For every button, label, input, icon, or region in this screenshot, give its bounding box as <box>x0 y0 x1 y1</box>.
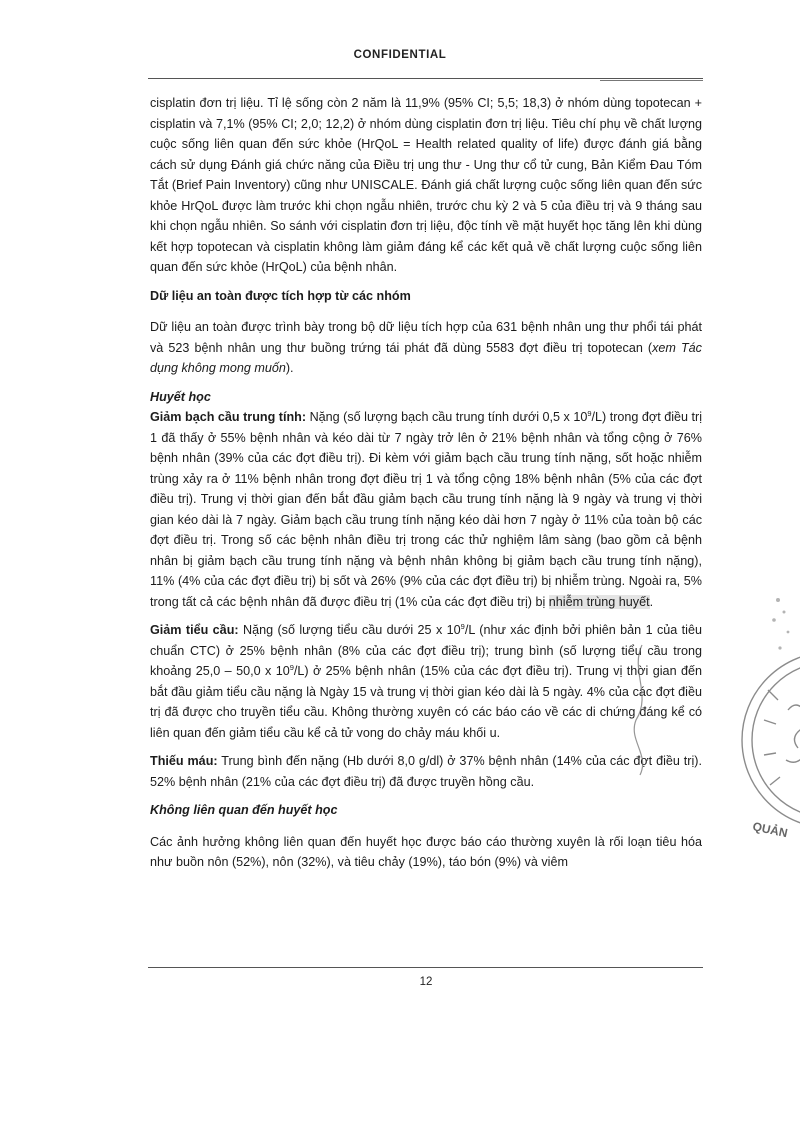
neutropenia-text-1: Nặng (số lượng bạch cầu trung tính dưới 0,5 x 10 <box>306 410 588 424</box>
thrombocytopenia-paragraph <box>150 620 702 743</box>
thrombocytopenia-text-2: /L (như xác định bởi phiên bản 1 của tiêu chuẩn CTC) ở 25% bệnh nhân (8% của các đợt điều trị); trung bình (số lượng tiểu cầu trong khoảng 25,0 – 50,0 x 10 <box>150 623 702 678</box>
neutropenia-sup: 9 <box>587 409 592 418</box>
page-number: 12 <box>419 976 433 988</box>
header-rule <box>148 78 703 79</box>
header-rule-secondary <box>600 80 703 81</box>
thrombocytopenia-term: Giảm tiểu cầu: <box>150 623 239 637</box>
footer-rule <box>148 967 703 968</box>
stamp-text: QUẢN <box>751 819 789 841</box>
safety-text-italic: xem Tác dụng không mong muốn <box>150 340 702 375</box>
safety-paragraph <box>150 317 702 379</box>
thrombocytopenia-sup-2: 9 <box>289 663 294 672</box>
anemia-paragraph <box>150 751 702 792</box>
official-stamp <box>738 560 800 860</box>
document-body <box>150 93 702 881</box>
neutropenia-term: Giảm bạch cầu trung tính: <box>150 410 307 424</box>
intro-paragraph: cisplatin đơn trị liệu. Tỉ lệ sống còn 2 năm là 11,9% (95% CI; 5,5; 18,3) ở nhóm dùng topotecan + cisplatin và 7,1% (95% CI; 2,0; 12,2) ở nhóm dùng cisplatin đơn trị liệu. Tiêu chí phụ về chất lượng cuộc sống liên quan đến sức khỏe (HrQoL = Health related quality of life) được đánh giá bằng cách sử dụng Đánh giá chức năng của Điều trị ung thư - Ung thư cổ tử cung, Bản Kiểm Đau Tóm Tắt (Brief Pain Inventory) cũng như UNISCALE. Đánh giá chất lượng cuộc sống liên quan đến sức khỏe HrQoL được làm trước khi chọn ngẫu nhiên, trước chu kỳ 2 và 5 của điều trị và 9 tháng sau khi chọn ngẫu nhiên. So sánh với cisplatin đơn trị liệu, độc tính về mặt huyết học tăng lên khi dùng kết hợp topotecan và cisplatin không làm giảm đáng kể các kết quả về chất lượng cuộc sống liên quan đến sức khỏe (HrQoL) của bệnh nhân. <box>150 96 702 274</box>
thrombocytopenia-sup-1: 9 <box>460 622 465 631</box>
hematology-heading: Huyết học <box>150 389 211 404</box>
safety-heading: Dữ liệu an toàn được tích hợp từ các nhóm <box>150 288 411 303</box>
neutropenia-text-3: . <box>649 594 654 609</box>
anemia-text: Trung bình đến nặng (Hb dưới 8,0 g/dl) ở 37% bệnh nhân (14% của các đợt điều trị). 52% bệnh nhân (21% của các đợt điều trị) đã được truyền hồng cầu. <box>150 754 702 789</box>
thrombocytopenia-text-1: Nặng (số lượng tiểu cầu dưới 25 x 10 <box>238 623 461 637</box>
thrombocytopenia-text-3: /L) ở 25% bệnh nhân (15% của các đợt điều trị). Trung vị thời gian đến bắt đầu giảm tiểu cầu nặng là Ngày 15 và trung vị thời gian kéo dài là 5 ngày. 4% của các đợt điều trị đã được cho truyền tiểu cầu. Không thường xuyên có các báo cáo về các di chứng đáng kể có liên quan đến giảm tiểu cầu kể cả tử vong do chảy máu khối u. <box>150 664 702 740</box>
stamp-seal-icon <box>738 560 800 860</box>
anemia-term: Thiếu máu: <box>150 754 218 768</box>
stamp-overlap-mark <box>622 640 662 780</box>
safety-text-after: ). <box>285 361 294 375</box>
non-hematology-heading: Không liên quan đến huyết học <box>150 803 338 817</box>
confidential-header: CONFIDENTIAL <box>353 49 447 61</box>
non-hematology-paragraph: Các ảnh hưởng không liên quan đến huyết học được báo cáo thường xuyên là rối loạn tiêu hóa như buồn nôn (52%), nôn (32%), và tiêu chảy (19%), táo bón (9%) và viêm <box>150 834 702 869</box>
sepsis-highlight: nhiễm trùng huyết <box>548 594 650 609</box>
neutropenia-text-2: /L) trong đợt điều trị 1 đã thấy ở 55% bệnh nhân và kéo dài từ 7 ngày trở lên ở 21% bệnh nhân và tổng cộng ở 76% bệnh nhân (39% của các đợt điều trị). Đi kèm với giảm bạch cầu trung tính nặng, sốt hoặc nhiễm trùng xảy ra ở 11% bệnh nhân trong đợt điều trị 1 và tổng cộng 18% bệnh nhân (5% của các đợt điều trị). Trung vị thời gian đến bắt đầu giảm bạch cầu trung tính nặng là 9 ngày và trung vị thời gian kéo dài là 7 ngày. Giảm bạch cầu trung tính nặng kéo dài hơn 7 ngày ở 11% của toàn bộ các đợt điều trị. Trong số các bệnh nhân điều trị trong các thử nghiệm lâm sàng (bao gồm cả bệnh nhân bị giảm bạch cầu trung tính nặng và bệnh nhân không bị giảm bạch cầu trung tính nặng), 11% (4% của các đợt điều trị) bị sốt và 26% (9% của các đợt điều trị) bị nhiễm trùng. Ngoài ra, 5% trong tất cả các bệnh nhân đã được điều trị (1% của các đợt điều trị) bị <box>150 410 702 609</box>
neutropenia-paragraph <box>150 407 702 612</box>
safety-text-before: Dữ liệu an toàn được trình bày trong bộ dữ liệu tích hợp của 631 bệnh nhân ung thư phổi tái phát và 523 bệnh nhân ung thư buồng trứng tái phát đã dùng 5583 đợt điều trị topotecan ( <box>150 320 702 355</box>
